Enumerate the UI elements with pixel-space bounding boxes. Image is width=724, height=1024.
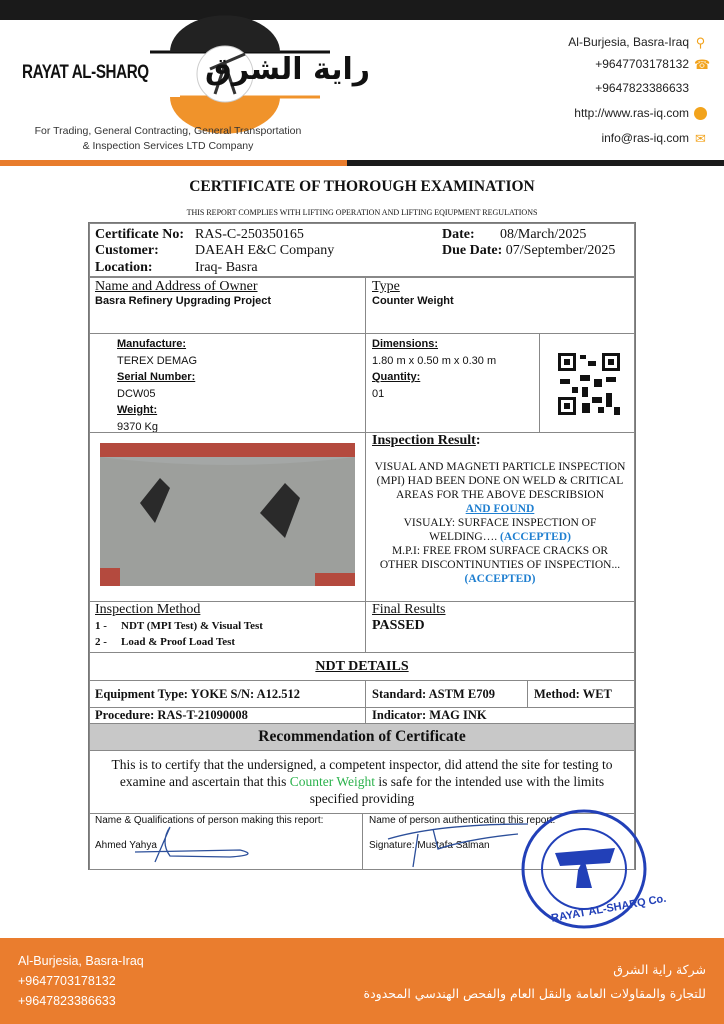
signature-maker [130,822,260,862]
authenticator-cell: Name of person authenticating this report: Signature: Mustafa Salman [362,813,635,870]
manufacture-cell: Manufacture: TEREX DEMAG Serial Number: DCW05 Weight: 9370 Kg [89,333,366,433]
footer [0,938,724,1024]
footer-phone-1: +9647703178132 [18,974,116,988]
inspection-method-cell: Inspection Method 1 - NDT (MPI Test) & Visual Test 2 - Load & Proof Load Test [89,601,366,653]
certificate-table [88,222,636,870]
contact-phone: +9647703178132 ☎ [595,56,711,72]
final-result-status: PASSED [372,618,425,633]
svg-text:RAYAT AL-SHARQ Co.: RAYAT AL-SHARQ Co. [550,892,668,925]
contact-phone-2: +9647823386633 [595,81,689,95]
page-title: CERTIFICATE OF THOROUGH EXAMINATION [189,178,535,195]
company-stamp [520,808,668,930]
contact-address: Al-Burjesia, Basra-Iraq ⚲ [568,34,706,50]
inspection-result-cell: Inspection Result: VISUAL AND MAGNETI PARTICLE INSPECTION (MPI) HAD BEEN DONE ON WELD & CRITICAL AREAS FOR THE ABOVE DESCRIBSION AND FOUND VISUALY: SURFACE INSPECTION OF WELDING…. (ACCEPTED) M.P.I: FREE FROM SURFACE CRACKS OR OTHER DISCONTINUNTIES OF INSPECTION... (ACCEPTED) [365,432,635,602]
type-cell: Type Counter Weight [365,277,635,334]
contact-website[interactable]: http://www.ras-iq.com [574,106,707,120]
recommendation-title: Recommendation of Certificate [89,723,635,751]
header-divider-black [347,160,724,166]
indicator: Indicator: MAG INK [365,707,635,724]
location-pin-icon: ⚲ [695,34,706,50]
page-subtitle: THIS REPORT COMPLIES WITH LIFTING OPERATION AND LIFTING EQIUPMENT REGULATIONS [186,208,538,217]
final-results-cell: Final Results PASSED [365,601,635,653]
recommendation-text: This is to certify that the undersigned, a competent inspector, did attend the site for testing to examine and ascertain that this Counter Weight is safe for the intended use with the limits specified providing [89,750,635,814]
contact-email[interactable]: info@ras-iq.com ✉ [601,130,706,146]
tagline: For Trading, General Contracting, General Transportation & Inspection Services LTD Company [34,125,302,152]
counter-weight-photo [100,443,355,586]
dimensions-cell: Dimensions: 1.80 m x 0.50 m x 0.30 m Quantity: 01 [365,333,540,433]
photo-cell [89,432,366,602]
phone-icon: ☎ [694,56,711,72]
standard: Standard: ASTM E709 [365,680,528,708]
qr-cell [539,333,635,433]
method: Method: WET [527,680,635,708]
footer-address: Al-Burjesia, Basra-Iraq [18,954,144,968]
top-bar [0,0,724,20]
header-divider-orange [0,160,347,166]
footer-phone-2: +9647823386633 [18,994,116,1008]
procedure: Procedure: RAS-T-21090008 [89,707,366,724]
signature-authenticator [378,819,528,869]
equipment-type: Equipment Type: YOKE S/N: A12.512 [89,680,366,708]
envelope-icon: ✉ [695,130,706,146]
footer-company-arabic: شركة راية الشرق [613,962,706,977]
certificate-info: Certificate No: RAS-C-250350165 Customer: DAEAH E&C Company Location: Iraq- Basra Date: 08/March/2025 Due Date: 07/September/2025 [89,223,635,277]
owner-cell: Name and Address of Owner Basra Refinery Upgrading Project [89,277,366,334]
globe-icon [694,107,707,120]
qr-code-icon[interactable] [558,353,620,415]
report-maker-cell: Name & Qualifications of person making this report: Ahmed Yahya [89,813,363,870]
ndt-details-title: NDT DETAILS [89,652,635,681]
footer-tagline-arabic: للتجارة والمقاولات العامة والنقل العام والفحص الهندسي المحدودة [363,986,706,1001]
